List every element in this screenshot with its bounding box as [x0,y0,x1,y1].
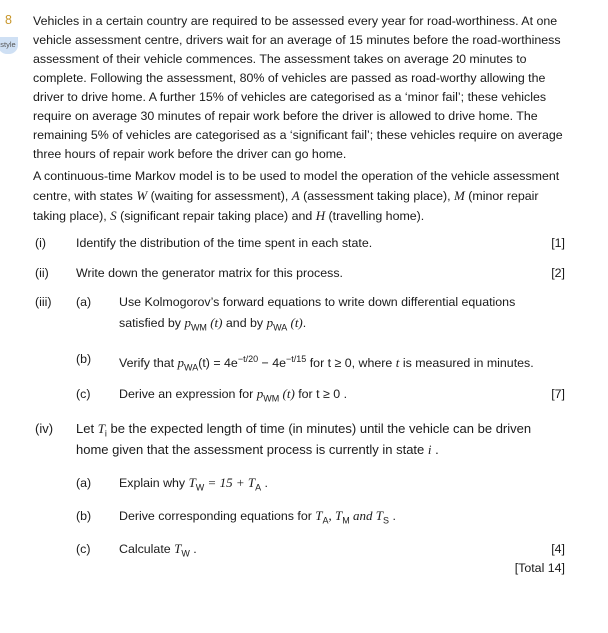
part-iii-a-line2: satisfied by $p_{WM}$ (t) and by $p_{WA}$ (t). [119,315,307,333]
part-iii-c-label: (c) [76,387,91,401]
part-iv-b-label: (b) [76,509,92,523]
part-iv-intro-line2: home given that the assessment process is currently in state i . [76,442,439,457]
style-tag[interactable]: style [0,37,18,54]
part-iv-c-label: (c) [76,542,91,556]
part-i-label: (i) [35,236,47,250]
part-iii-a-line1: Use Kolmogorov’s forward equations to write down differential equations [119,295,516,309]
part-iii-b-label: (b) [76,352,92,366]
total-marks: [Total 14] [514,561,565,575]
model-paragraph: A continuous-time Markov model is to be used to model the operation of the vehicle assessment centre, with states W (waiting for assessment), A (assessment taking place), M (minor repair taking place), S (significant repair taking place) and H (travelling home). [33,169,560,223]
part-i-marks: [1] [551,236,565,250]
question-number: 8 [5,13,12,27]
part-iii-a-label: (a) [76,295,92,309]
part-iv-a-label: (a) [76,476,92,490]
part-iv-label: (iv) [35,421,54,436]
part-ii-text: Write down the generator matrix for this process. [76,266,343,280]
part-iv-marks: [4] [551,542,565,556]
part-iii-marks: [7] [551,387,565,401]
part-iii-label: (iii) [35,295,52,309]
part-i-text: Identify the distribution of the time spent in each state. [76,236,373,250]
part-ii-label: (ii) [35,266,49,280]
part-ii-marks: [2] [551,266,565,280]
intro-paragraph: Vehicles in a certain country are required to be assessed every year for road-worthiness. At one vehicle assessment centre, drivers wait for an average of 15 minutes before the road-worthiness assessment of their vehicle commences. The assessment takes on average 20 minutes to complete. Following the assessment, 80% of vehicles are passed as road-worthy allowing the driver to drive home. A further 15% of vehicles are categorised as a ‘minor fail’; these vehicles require on average 30 minutes of repair work before the driver is allowed to drive home. The remaining 5% of vehicles are categorised as a ‘significant fail’; these vehicles require on average three hours of repair work before the driver can go home. [33,14,563,161]
